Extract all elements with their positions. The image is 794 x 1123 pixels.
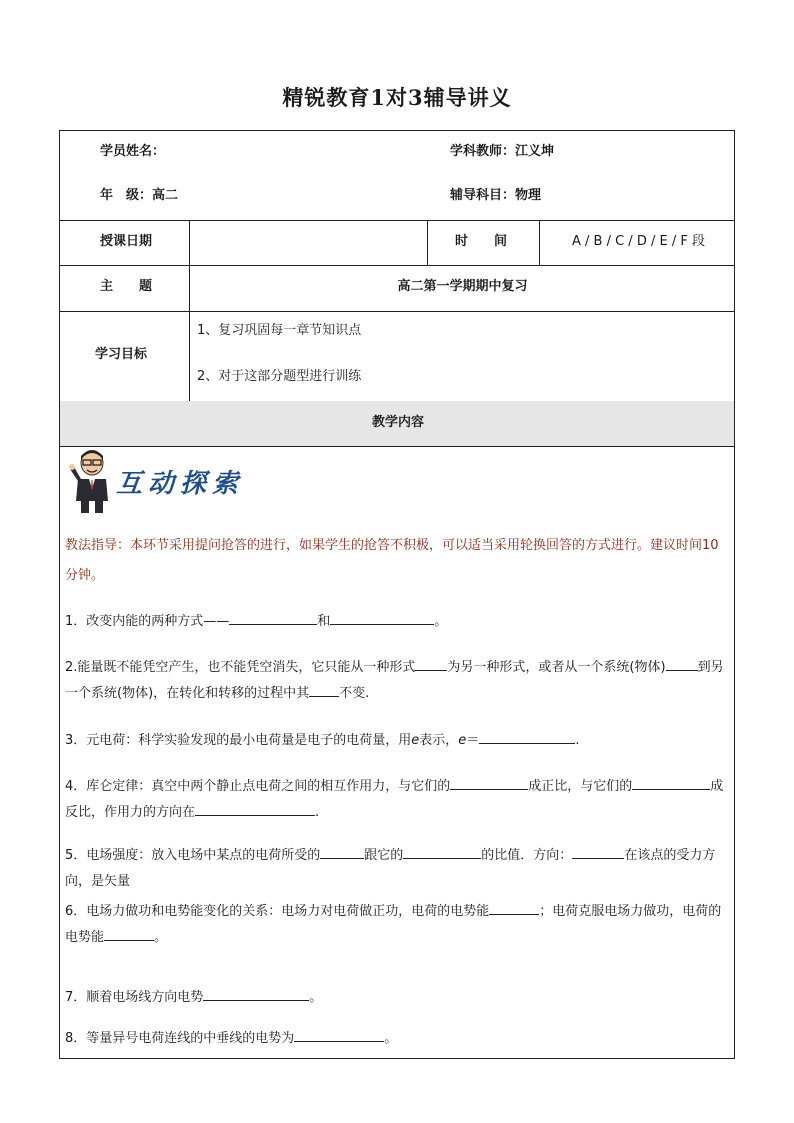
answer-blank[interactable]	[309, 682, 339, 697]
answer-blank[interactable]	[450, 775, 528, 790]
answer-blank[interactable]	[403, 844, 481, 859]
row-divider	[60, 265, 734, 266]
row-divider	[60, 446, 734, 447]
question-8: 8．等量异号电荷连线的中垂线的电势为 。	[65, 1026, 730, 1052]
time-slots: A / B / C / D / E / F 段	[572, 234, 705, 249]
topic-label: 主 题	[100, 279, 153, 294]
question-7: 7．顺着电场线方向电势 。	[65, 985, 730, 1011]
col-divider	[427, 220, 428, 265]
teaching-guide: 教法指导：本环节采用提问抢答的进行，如果学生的抢答不积极，可以适当采用轮换回答的方式进行。建议时间10分钟。	[65, 538, 719, 583]
answer-blank[interactable]	[104, 926, 154, 941]
grade-label: 年 级：高二	[100, 188, 179, 203]
answer-blank[interactable]	[415, 656, 447, 671]
answer-blank[interactable]	[294, 1027, 384, 1042]
content-header: 教学内容	[371, 415, 424, 430]
topic-value: 高二第一学期期中复习	[397, 279, 528, 294]
question-1: 1．改变内能的两种方式—— 和 。	[65, 609, 730, 635]
answer-blank[interactable]	[195, 801, 315, 816]
answer-blank[interactable]	[666, 656, 698, 671]
teacher-label: 学科教师：江义坤	[450, 144, 555, 159]
question-4: 4．库仑定律：真空中两个静止点电荷之间的相互作用力，与它们的 成正比，与它们的 成反比，作用力的方向在 .	[65, 774, 730, 826]
document-title: 精锐教育1对3辅导讲义	[282, 85, 512, 110]
row-divider	[60, 311, 734, 312]
section-banner: 互动探索	[116, 469, 245, 499]
answer-blank[interactable]	[229, 610, 317, 625]
date-label: 授课日期	[100, 234, 153, 249]
answer-blank[interactable]	[489, 900, 539, 915]
student-name-label: 学员姓名：	[100, 144, 166, 159]
time-label: 时 间	[455, 234, 508, 249]
col-divider	[539, 220, 540, 265]
lesson-table	[59, 130, 735, 1059]
goals-label: 学习目标	[95, 347, 148, 362]
answer-blank[interactable]	[203, 986, 309, 1001]
teacher-mascot-icon	[68, 449, 116, 515]
question-2: 2.能量既不能凭空产生，也不能凭空消失，它只能从一种形式 为另一种形式，或者从一个系统(物体) 到另一个系统(物体)，在转化和转移的过程中其 不变.	[65, 655, 730, 707]
question-3: 3．元电荷：科学实验发现的最小电荷量是电子的电荷量，用e表示，e＝ .	[65, 728, 730, 754]
goal-item: 1、复习巩固每一章节知识点	[197, 323, 362, 338]
col-divider	[189, 220, 190, 401]
subject-label: 辅导科目：物理	[450, 188, 542, 203]
row-divider	[60, 220, 734, 221]
question-5: 5．电场强度：放入电场中某点的电荷所受的 跟它的 的比值．方向： 在该点的受力方向，是矢量	[65, 843, 730, 895]
goal-item: 2、对于这部分题型进行训练	[197, 369, 362, 384]
answer-blank[interactable]	[572, 844, 624, 859]
answer-blank[interactable]	[330, 610, 434, 625]
answer-blank[interactable]	[320, 844, 364, 859]
answer-blank[interactable]	[479, 729, 575, 744]
question-6: 6．电场力做功和电势能变化的关系：电场力对电荷做正功，电荷的电势能 ；电荷克服电场力做功，电荷的电势能 。	[65, 899, 730, 951]
answer-blank[interactable]	[632, 775, 710, 790]
